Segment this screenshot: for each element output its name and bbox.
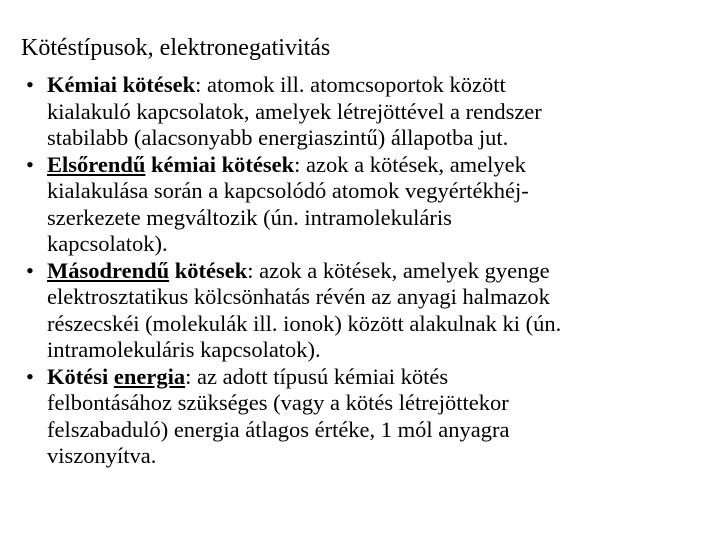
definition-text: : azok a kötések, amelyek (294, 151, 526, 177)
bullet-item-primary-bonds (16, 152, 716, 258)
bullet-line (47, 364, 716, 391)
term-bonds: kötések (169, 257, 248, 283)
bullet-line: szerkezete megváltozik (ún. intramolekuláris (47, 204, 452, 230)
bullet-line: részecskéi (molekulák ill. ionok) között alakulnak ki (ún. (47, 310, 562, 336)
definition-text: : atomok ill. atomcsoportok között (195, 72, 506, 97)
bullet-line: kialakuló kapcsolatok, amelyek létrejöttével a rendszer (47, 98, 542, 124)
bullet-item-secondary-bonds (16, 258, 716, 364)
term-primary: Elsőrendű (47, 151, 146, 177)
bullet-line: felszabaduló) energia átlagos értéke, 1 mól anyagra (47, 416, 510, 442)
definition-text: : azok a kötések, amelyek gyenge (247, 257, 550, 283)
bullet-dot: • (26, 72, 34, 97)
term-energy: energia (113, 363, 186, 389)
bullet-line (47, 152, 716, 179)
term-secondary: Másodrendű (47, 257, 170, 283)
term-chemical-bonds: Kémiai kötések (47, 72, 196, 97)
bullet-line: stabilabb (alacsonyabb energiaszintű) állapotba jut. (47, 125, 509, 150)
bullet-item-chemical-bonds (16, 72, 716, 152)
bullet-line: viszonyítva. (47, 443, 157, 468)
term-bond: Kötési (47, 363, 114, 389)
bullet-dot: • (26, 257, 34, 283)
slide-title: Kötéstípusok, elektronegativitás (21, 35, 331, 61)
bullet-item-bond-energy (16, 364, 716, 470)
bullet-line: felbontásához szükséges (vagy a kötés létrejöttekor (47, 390, 509, 415)
bullet-line (47, 72, 716, 99)
bullet-list (16, 72, 716, 470)
bullet-line: intramolekuláris kapcsolatok). (47, 337, 321, 362)
bullet-line: elektrosztatikus kölcsönhatás révén az anyagi halmazok (47, 284, 550, 309)
definition-text: : az adott típusú kémiai kötés (185, 363, 449, 389)
bullet-dot: • (26, 363, 34, 389)
bullet-line: kapcsolatok). (47, 231, 168, 256)
term-chemical-bonds: kémiai kötések (145, 151, 295, 177)
bullet-line (47, 258, 716, 285)
bullet-line: kialakulása során a kapcsolódó atomok vegyértékhéj- (47, 178, 529, 203)
bullet-dot: • (26, 151, 34, 177)
